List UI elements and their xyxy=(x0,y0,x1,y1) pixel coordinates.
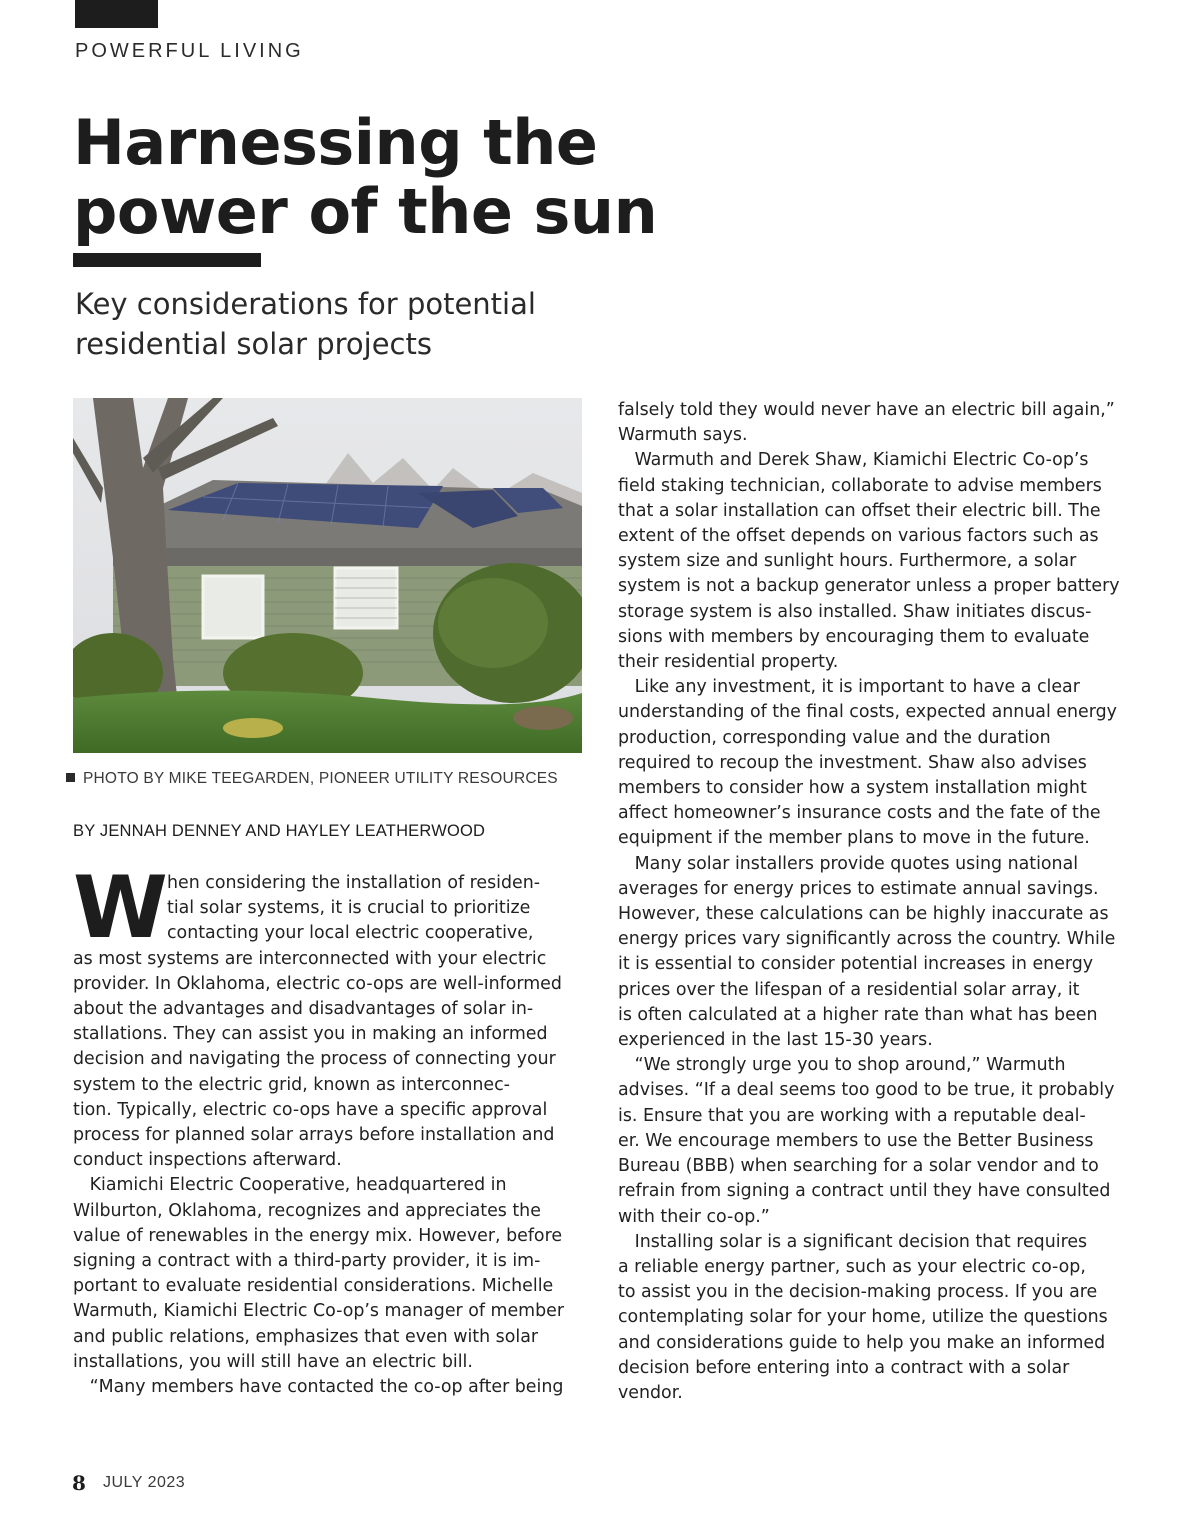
body-line: to assist you in the decision-making process. If you are xyxy=(618,1282,1098,1303)
issue-date: JULY 2023 xyxy=(103,1474,186,1491)
right-body-lines xyxy=(618,398,1138,1406)
body-line: portant to evaluate residential considerations. Michelle xyxy=(73,1276,554,1297)
house-solar-photo xyxy=(73,398,582,753)
section-label: POWERFUL LIVING xyxy=(75,40,304,62)
body-line: extent of the offset depends on various factors such as xyxy=(618,526,1099,547)
body-line: members to consider how a system installation might xyxy=(618,778,1087,799)
body-line: advises. “If a deal seems too good to be true, it probably xyxy=(618,1080,1115,1101)
page-number: 8 xyxy=(72,1471,86,1495)
body-line: hen considering the installation of residen- xyxy=(167,873,540,893)
body-line: provider. In Oklahoma, electric co-ops are well-informed xyxy=(73,973,562,994)
body-line: value of renewables in the energy mix. However, before xyxy=(73,1225,563,1246)
body-line: Wilburton, Oklahoma, recognizes and appreciates the xyxy=(73,1200,541,1221)
headline-line-2: power of the sun xyxy=(73,175,658,248)
headline xyxy=(73,108,693,246)
body-line: it is essential to consider potential increases in energy xyxy=(618,954,1094,975)
headline-line-1: Harnessing the xyxy=(73,106,598,179)
body-line: about the advantages and disadvantages of solar in- xyxy=(73,999,534,1020)
right-column xyxy=(618,398,1138,1406)
drop-cap: W xyxy=(73,858,168,958)
body-line: Many solar installers provide quotes using national xyxy=(618,853,1079,874)
body-line: tial solar systems, it is crucial to prioritize xyxy=(167,898,531,919)
body-line: tion. Typically, electric co-ops have a specific approval xyxy=(73,1099,548,1120)
body-line: Warmuth says. xyxy=(618,425,748,446)
body-line: as most systems are interconnected with your electric xyxy=(73,948,547,969)
left-column xyxy=(73,858,585,1400)
body-line: conduct inspections afterward. xyxy=(73,1150,342,1171)
body-line: sions with members by encouraging them to evaluate xyxy=(618,626,1090,647)
body-line: Like any investment, it is important to have a clear xyxy=(618,677,1080,698)
body-line: er. We encourage members to use the Better Business xyxy=(618,1130,1094,1151)
body-line: required to recoup the investment. Shaw also advises xyxy=(618,752,1087,773)
byline: BY JENNAH DENNEY AND HAYLEY LEATHERWOOD xyxy=(73,822,486,840)
body-line: Bureau (BBB) when searching for a solar vendor and to xyxy=(618,1156,1099,1177)
body-line: refrain from signing a contract until they have consulted xyxy=(618,1181,1111,1202)
body-line: signing a contract with a third-party provider, it is im- xyxy=(73,1251,541,1272)
subhead xyxy=(75,284,635,364)
body-line: and public relations, emphasizes that even with solar xyxy=(73,1326,538,1347)
caption-square-icon xyxy=(66,773,75,782)
body-line: averages for energy prices to estimate annual savings. xyxy=(618,878,1099,899)
top-accent-bar xyxy=(75,0,158,28)
photo-caption xyxy=(66,770,558,788)
body-line: decision and navigating the process of connecting your xyxy=(73,1049,556,1070)
body-line: equipment if the member plans to move in the future. xyxy=(618,828,1090,849)
photo-credit: PHOTO BY MIKE TEEGARDEN, PIONEER UTILITY RESOURCES xyxy=(83,770,558,787)
left-body-lines xyxy=(73,947,585,1401)
body-line: Installing solar is a significant decision that requires xyxy=(618,1231,1088,1252)
body-line: contemplating solar for your home, utilize the questions xyxy=(618,1307,1108,1328)
body-line: system size and sunlight hours. Furthermore, a solar xyxy=(618,551,1077,572)
body-line: system to the electric grid, known as interconnec- xyxy=(73,1074,510,1095)
body-line: “Many members have contacted the co-op after being xyxy=(73,1377,564,1398)
body-line: energy prices vary significantly across the country. While xyxy=(618,929,1116,950)
body-line: that a solar installation can offset their electric bill. The xyxy=(618,500,1101,521)
body-line: field staking technician, collaborate to advise members xyxy=(618,475,1102,496)
body-line: understanding of the final costs, expected annual energy xyxy=(618,702,1117,723)
body-line: and considerations guide to help you make an informed xyxy=(618,1332,1106,1353)
body-line: falsely told they would never have an electric bill again,” xyxy=(618,400,1115,420)
subhead-line-1: Key considerations for potential xyxy=(75,287,536,321)
body-line: prices over the lifespan of a residential solar array, it xyxy=(618,979,1080,1000)
body-line: a reliable energy partner, such as your electric co-op, xyxy=(618,1256,1086,1277)
body-line: Warmuth and Derek Shaw, Kiamichi Electric Co-op’s xyxy=(618,450,1089,471)
body-line: storage system is also installed. Shaw initiates discus- xyxy=(618,601,1092,622)
body-line: experienced in the last 15-30 years. xyxy=(618,1030,933,1051)
body-line: production, corresponding value and the duration xyxy=(618,727,1051,748)
dropcap-paragraph xyxy=(73,858,585,958)
body-line: decision before entering into a contract with a solar xyxy=(618,1357,1070,1378)
subhead-line-2: residential solar projects xyxy=(75,327,432,361)
body-line: system is not a backup generator unless a proper battery xyxy=(618,576,1120,597)
body-line: stallations. They can assist you in making an informed xyxy=(73,1024,548,1045)
body-line: vendor. xyxy=(618,1382,683,1403)
body-line: “We strongly urge you to shop around,” Warmuth xyxy=(618,1055,1066,1076)
body-line: process for planned solar arrays before installation and xyxy=(73,1125,555,1146)
body-line: is. Ensure that you are working with a reputable deal- xyxy=(618,1105,1086,1126)
body-line: contacting your local electric cooperative, xyxy=(167,923,534,944)
body-line: However, these calculations can be highly inaccurate as xyxy=(618,904,1109,925)
headline-rule xyxy=(73,253,261,267)
body-line: affect homeowner’s insurance costs and the fate of the xyxy=(618,803,1101,824)
body-line: with their co-op.” xyxy=(618,1206,770,1227)
body-line: is often calculated at a higher rate than what has been xyxy=(618,1004,1098,1025)
body-line: their residential property. xyxy=(618,652,839,673)
body-line: Kiamichi Electric Cooperative, headquartered in xyxy=(73,1175,507,1196)
body-line: installations, you will still have an electric bill. xyxy=(73,1351,473,1372)
body-line: Warmuth, Kiamichi Electric Co-op’s manager of member xyxy=(73,1301,564,1322)
